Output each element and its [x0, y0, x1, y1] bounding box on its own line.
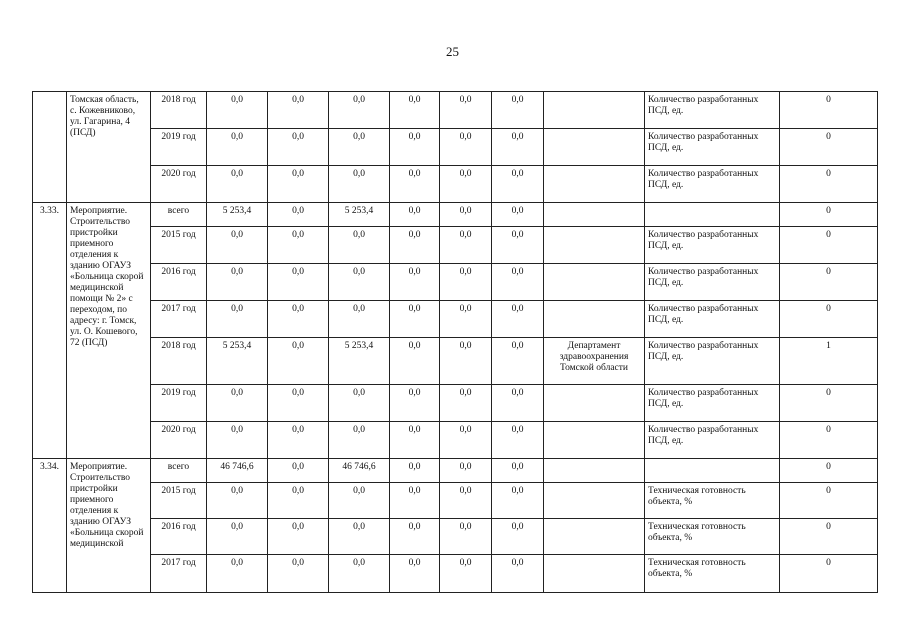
amount-cell: 0,0 — [329, 129, 390, 166]
amount-cell: 0,0 — [329, 385, 390, 422]
amount-cell: 0,0 — [390, 555, 440, 593]
amount-cell: 0,0 — [329, 483, 390, 519]
amount-cell: 0,0 — [492, 203, 544, 227]
amount-cell: 0,0 — [492, 483, 544, 519]
amount-cell: 0,0 — [440, 519, 492, 555]
amount-cell: 0,0 — [329, 227, 390, 264]
amount-cell: 0,0 — [268, 129, 329, 166]
amount-cell: 0,0 — [207, 129, 268, 166]
indicator-cell: Количество разработанных ПСД, ед. — [645, 166, 780, 203]
amount-cell: 0,0 — [390, 203, 440, 227]
amount-cell: 0,0 — [492, 129, 544, 166]
table-row — [33, 301, 878, 338]
amount-cell: 0,0 — [390, 129, 440, 166]
amount-cell: 0,0 — [440, 459, 492, 483]
indicator-value-cell: 0 — [780, 92, 878, 129]
indicator-cell — [645, 459, 780, 483]
amount-cell: 0,0 — [492, 92, 544, 129]
amount-cell: 0,0 — [492, 519, 544, 555]
executor-cell — [544, 301, 645, 338]
amount-cell: 0,0 — [268, 227, 329, 264]
executor-cell — [544, 166, 645, 203]
amount-cell: 0,0 — [329, 301, 390, 338]
amount-cell: 0,0 — [390, 166, 440, 203]
executor-cell — [544, 264, 645, 301]
executor-cell — [544, 227, 645, 264]
indicator-value-cell: 0 — [780, 227, 878, 264]
year-cell: 2020 год — [151, 166, 207, 203]
amount-cell: 0,0 — [268, 385, 329, 422]
year-cell: 2015 год — [151, 483, 207, 519]
year-cell: 2016 год — [151, 519, 207, 555]
table-row — [33, 459, 878, 483]
amount-cell: 0,0 — [207, 264, 268, 301]
amount-cell: 46 746,6 — [329, 459, 390, 483]
executor-cell — [544, 92, 645, 129]
executor-cell — [544, 483, 645, 519]
page-number: 25 — [446, 44, 459, 59]
executor-cell — [544, 519, 645, 555]
executor-cell — [544, 129, 645, 166]
amount-cell: 0,0 — [440, 338, 492, 385]
amount-cell: 0,0 — [207, 227, 268, 264]
year-cell: 2018 год — [151, 92, 207, 129]
amount-cell: 0,0 — [207, 385, 268, 422]
amount-cell: 0,0 — [268, 519, 329, 555]
indicator-cell: Количество разработанных ПСД, ед. — [645, 422, 780, 459]
year-cell: 2017 год — [151, 555, 207, 593]
amount-cell: 0,0 — [329, 519, 390, 555]
amount-cell: 0,0 — [440, 422, 492, 459]
year-cell: 2018 год — [151, 338, 207, 385]
item-number: 3.33. — [33, 203, 67, 459]
table-row — [33, 129, 878, 166]
amount-cell: 0,0 — [492, 338, 544, 385]
table-row — [33, 166, 878, 203]
year-cell: 2017 год — [151, 301, 207, 338]
amount-cell: 0,0 — [207, 301, 268, 338]
amount-cell: 0,0 — [329, 92, 390, 129]
amount-cell: 0,0 — [492, 422, 544, 459]
amount-cell: 0,0 — [492, 301, 544, 338]
amount-cell: 5 253,4 — [207, 338, 268, 385]
indicator-cell: Техническая готовность объекта, % — [645, 555, 780, 593]
amount-cell: 0,0 — [329, 422, 390, 459]
indicator-cell: Техническая готовность объекта, % — [645, 483, 780, 519]
table-row — [33, 519, 878, 555]
executor-cell: Департамент здравоохранения Томской области — [544, 338, 645, 385]
amount-cell: 0,0 — [207, 555, 268, 593]
amount-cell: 0,0 — [268, 203, 329, 227]
amount-cell: 0,0 — [268, 301, 329, 338]
indicator-cell: Количество разработанных ПСД, ед. — [645, 227, 780, 264]
indicator-value-cell: 0 — [780, 422, 878, 459]
amount-cell: 0,0 — [492, 385, 544, 422]
item-description: Мероприятие. Строительство пристройки приемного отделения к зданию ОГАУЗ «Больница скорой медицинской помощи № 2» с переходом, по адресу: г. Томск, ул. О. Кошевого, 72 (ПСД) — [67, 203, 151, 459]
amount-cell: 0,0 — [492, 166, 544, 203]
table-row — [33, 92, 878, 129]
table-row — [33, 203, 878, 227]
amount-cell: 0,0 — [268, 483, 329, 519]
amount-cell: 0,0 — [329, 264, 390, 301]
indicator-value-cell: 0 — [780, 385, 878, 422]
amount-cell: 0,0 — [440, 92, 492, 129]
amount-cell: 0,0 — [390, 264, 440, 301]
amount-cell: 0,0 — [207, 166, 268, 203]
table-row — [33, 385, 878, 422]
indicator-value-cell: 0 — [780, 301, 878, 338]
amount-cell: 5 253,4 — [329, 203, 390, 227]
year-cell: 2019 год — [151, 129, 207, 166]
item-description: Томская область, с. Кожевниково, ул. Гагарина, 4 (ПСД) — [67, 92, 151, 203]
amount-cell: 0,0 — [440, 555, 492, 593]
indicator-value-cell: 0 — [780, 483, 878, 519]
table-row — [33, 483, 878, 519]
indicator-cell: Количество разработанных ПСД, ед. — [645, 338, 780, 385]
amount-cell: 5 253,4 — [329, 338, 390, 385]
table-row — [33, 338, 878, 385]
amount-cell: 0,0 — [268, 264, 329, 301]
amount-cell: 0,0 — [329, 555, 390, 593]
amount-cell: 0,0 — [492, 459, 544, 483]
executor-cell — [544, 422, 645, 459]
amount-cell: 0,0 — [440, 227, 492, 264]
table-row — [33, 555, 878, 593]
indicator-value-cell: 0 — [780, 129, 878, 166]
amount-cell: 0,0 — [390, 227, 440, 264]
indicator-value-cell: 0 — [780, 459, 878, 483]
amount-cell: 0,0 — [390, 301, 440, 338]
indicator-value-cell: 1 — [780, 338, 878, 385]
amount-cell: 0,0 — [268, 166, 329, 203]
indicator-value-cell: 0 — [780, 519, 878, 555]
indicator-cell: Количество разработанных ПСД, ед. — [645, 385, 780, 422]
amount-cell: 0,0 — [390, 338, 440, 385]
indicator-cell: Количество разработанных ПСД, ед. — [645, 301, 780, 338]
amount-cell: 0,0 — [268, 92, 329, 129]
table-row — [33, 227, 878, 264]
amount-cell: 0,0 — [440, 203, 492, 227]
amount-cell: 0,0 — [440, 301, 492, 338]
amount-cell: 46 746,6 — [207, 459, 268, 483]
indicator-value-cell: 0 — [780, 264, 878, 301]
year-cell: 2015 год — [151, 227, 207, 264]
amount-cell: 0,0 — [207, 422, 268, 459]
indicator-value-cell: 0 — [780, 166, 878, 203]
executor-cell — [544, 385, 645, 422]
amount-cell: 0,0 — [268, 459, 329, 483]
budget-table — [32, 91, 878, 593]
amount-cell: 0,0 — [390, 519, 440, 555]
amount-cell: 0,0 — [268, 422, 329, 459]
amount-cell: 0,0 — [440, 166, 492, 203]
amount-cell: 0,0 — [390, 422, 440, 459]
amount-cell: 0,0 — [207, 483, 268, 519]
amount-cell: 0,0 — [207, 92, 268, 129]
amount-cell: 0,0 — [268, 555, 329, 593]
amount-cell: 0,0 — [390, 459, 440, 483]
item-number: 3.34. — [33, 459, 67, 593]
amount-cell: 0,0 — [329, 166, 390, 203]
executor-cell — [544, 459, 645, 483]
amount-cell: 0,0 — [492, 555, 544, 593]
amount-cell: 0,0 — [440, 483, 492, 519]
indicator-value-cell: 0 — [780, 555, 878, 593]
table-row — [33, 264, 878, 301]
year-cell: всего — [151, 459, 207, 483]
indicator-cell: Количество разработанных ПСД, ед. — [645, 92, 780, 129]
indicator-value-cell: 0 — [780, 203, 878, 227]
amount-cell: 0,0 — [440, 264, 492, 301]
executor-cell — [544, 203, 645, 227]
year-cell: 2016 год — [151, 264, 207, 301]
item-number — [33, 92, 67, 203]
amount-cell: 0,0 — [390, 92, 440, 129]
table-row — [33, 422, 878, 459]
amount-cell: 0,0 — [268, 338, 329, 385]
amount-cell: 0,0 — [440, 385, 492, 422]
amount-cell: 0,0 — [390, 385, 440, 422]
indicator-cell: Количество разработанных ПСД, ед. — [645, 264, 780, 301]
year-cell: 2020 год — [151, 422, 207, 459]
year-cell: всего — [151, 203, 207, 227]
indicator-cell: Техническая готовность объекта, % — [645, 519, 780, 555]
amount-cell: 0,0 — [390, 483, 440, 519]
amount-cell: 0,0 — [492, 227, 544, 264]
indicator-cell — [645, 203, 780, 227]
amount-cell: 5 253,4 — [207, 203, 268, 227]
indicator-cell: Количество разработанных ПСД, ед. — [645, 129, 780, 166]
amount-cell: 0,0 — [492, 264, 544, 301]
amount-cell: 0,0 — [207, 519, 268, 555]
year-cell: 2019 год — [151, 385, 207, 422]
amount-cell: 0,0 — [440, 129, 492, 166]
executor-cell — [544, 555, 645, 593]
item-description: Мероприятие. Строительство пристройки приемного отделения к зданию ОГАУЗ «Больница скорой медицинской — [67, 459, 151, 593]
